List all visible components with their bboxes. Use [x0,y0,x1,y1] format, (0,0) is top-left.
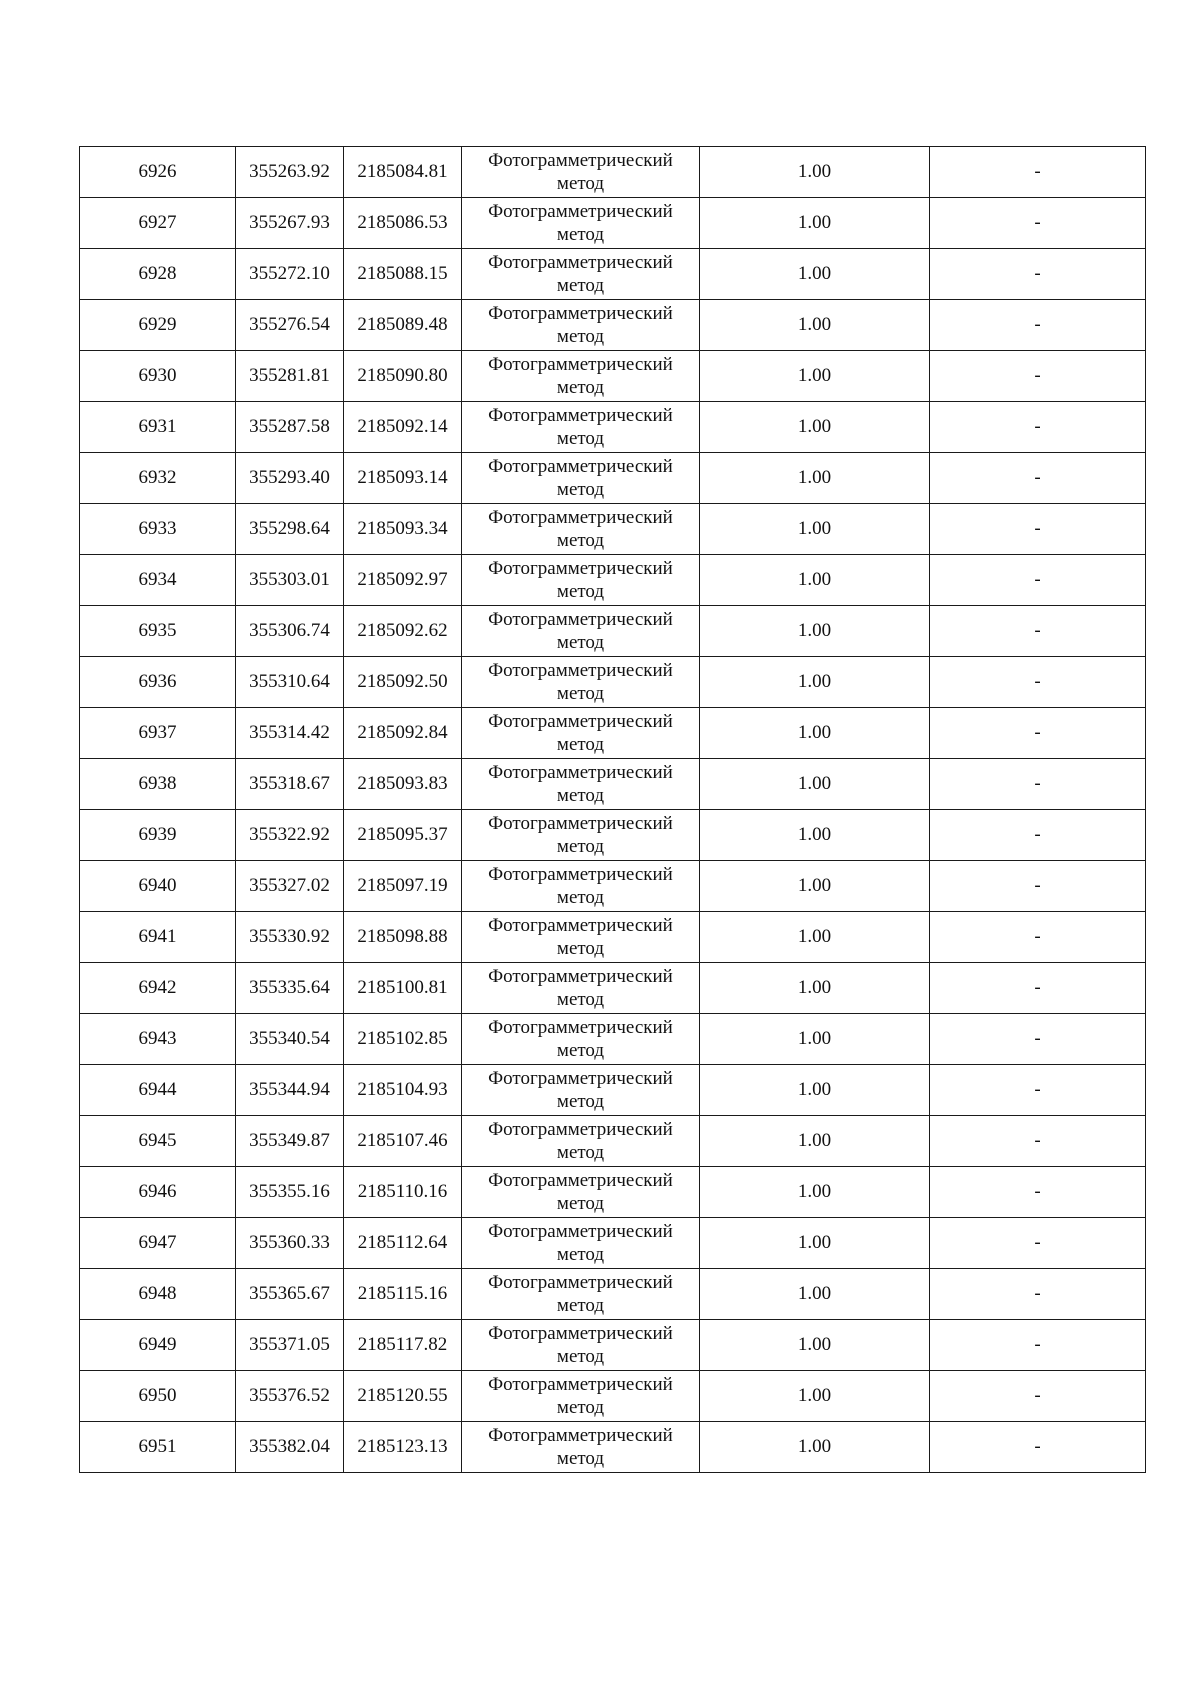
y-coordinate-cell: 2185084.81 [344,147,462,198]
method-label-line2: метод [556,785,605,806]
table-row [80,1371,1146,1422]
method-cell [462,708,700,759]
method-cell [462,300,700,351]
table-row [80,351,1146,402]
accuracy-cell: 1.00 [700,453,930,504]
method-cell [462,861,700,912]
method-cell [462,555,700,606]
method-label-line1: Фотограмметрический [488,1272,673,1293]
method-label-line2: метод [556,1448,605,1469]
method-label-line2: метод [556,479,605,500]
description-cell: - [930,759,1146,810]
method-label-line1: Фотограмметрический [488,201,673,222]
method-cell [462,198,700,249]
method-label-line1: Фотограмметрический [488,813,673,834]
x-coordinate-cell: 355355.16 [236,1167,344,1218]
x-coordinate-cell: 355349.87 [236,1116,344,1167]
y-coordinate-cell: 2185090.80 [344,351,462,402]
x-coordinate-cell: 355314.42 [236,708,344,759]
point-number-cell: 6942 [80,963,236,1014]
description-cell: - [930,912,1146,963]
method-cell [462,351,700,402]
method-cell [462,963,700,1014]
method-label-line1: Фотограмметрический [488,966,673,987]
method-label-line2: метод [556,326,605,347]
x-coordinate-cell: 355276.54 [236,300,344,351]
table-row [80,453,1146,504]
method-label-line1: Фотограмметрический [488,1374,673,1395]
description-cell: - [930,861,1146,912]
point-number-cell: 6946 [80,1167,236,1218]
table-row [80,1269,1146,1320]
point-number-cell: 6926 [80,147,236,198]
method-label-line1: Фотограмметрический [488,1323,673,1344]
method-label-line1: Фотограмметрический [488,150,673,171]
y-coordinate-cell: 2185102.85 [344,1014,462,1065]
x-coordinate-cell: 355281.81 [236,351,344,402]
point-number-cell: 6934 [80,555,236,606]
table-row [80,861,1146,912]
point-number-cell: 6927 [80,198,236,249]
accuracy-cell: 1.00 [700,504,930,555]
accuracy-cell: 1.00 [700,1371,930,1422]
method-label-line2: метод [556,989,605,1010]
method-label-line1: Фотограмметрический [488,1119,673,1140]
table-row [80,1116,1146,1167]
method-cell [462,1167,700,1218]
x-coordinate-cell: 355344.94 [236,1065,344,1116]
accuracy-cell: 1.00 [700,606,930,657]
method-label-line2: метод [556,836,605,857]
x-coordinate-cell: 355303.01 [236,555,344,606]
method-label-line2: метод [556,632,605,653]
description-cell: - [930,1269,1146,1320]
table-row [80,1167,1146,1218]
description-cell: - [930,657,1146,708]
method-label-line1: Фотограмметрический [488,507,673,528]
point-number-cell: 6947 [80,1218,236,1269]
y-coordinate-cell: 2185110.16 [344,1167,462,1218]
accuracy-cell: 1.00 [700,249,930,300]
description-cell: - [930,249,1146,300]
table-row [80,963,1146,1014]
point-number-cell: 6948 [80,1269,236,1320]
x-coordinate-cell: 355327.02 [236,861,344,912]
x-coordinate-cell: 355267.93 [236,198,344,249]
method-label-line2: метод [556,224,605,245]
method-cell [462,657,700,708]
method-label-line1: Фотограмметрический [488,405,673,426]
table-row [80,1014,1146,1065]
y-coordinate-cell: 2185117.82 [344,1320,462,1371]
method-label-line1: Фотограмметрический [488,609,673,630]
accuracy-cell: 1.00 [700,861,930,912]
method-label-line1: Фотограмметрический [488,1017,673,1038]
method-cell [462,402,700,453]
description-cell: - [930,1167,1146,1218]
coordinates-table-body [80,147,1146,1473]
method-cell [462,249,700,300]
method-cell [462,1269,700,1320]
x-coordinate-cell: 355298.64 [236,504,344,555]
y-coordinate-cell: 2185092.14 [344,402,462,453]
x-coordinate-cell: 355360.33 [236,1218,344,1269]
table-row [80,759,1146,810]
coordinates-table [79,146,1146,1473]
accuracy-cell: 1.00 [700,1116,930,1167]
table-row [80,249,1146,300]
method-label-line2: метод [556,938,605,959]
point-number-cell: 6929 [80,300,236,351]
description-cell: - [930,606,1146,657]
method-label-line1: Фотограмметрический [488,354,673,375]
method-label-line1: Фотограмметрический [488,1068,673,1089]
table-row [80,504,1146,555]
point-number-cell: 6932 [80,453,236,504]
method-label-line1: Фотограмметрический [488,252,673,273]
method-label-line1: Фотограмметрический [488,660,673,681]
point-number-cell: 6936 [80,657,236,708]
method-label-line1: Фотограмметрический [488,864,673,885]
method-label-line2: метод [556,1091,605,1112]
accuracy-cell: 1.00 [700,1167,930,1218]
y-coordinate-cell: 2185089.48 [344,300,462,351]
method-label-line1: Фотограмметрический [488,762,673,783]
accuracy-cell: 1.00 [700,1422,930,1473]
point-number-cell: 6944 [80,1065,236,1116]
x-coordinate-cell: 355376.52 [236,1371,344,1422]
table-row [80,657,1146,708]
method-label-line2: метод [556,1346,605,1367]
description-cell: - [930,1218,1146,1269]
y-coordinate-cell: 2185093.83 [344,759,462,810]
table-row [80,810,1146,861]
method-label-line1: Фотограмметрический [488,303,673,324]
method-cell [462,453,700,504]
description-cell: - [930,300,1146,351]
point-number-cell: 6931 [80,402,236,453]
method-label-line2: метод [556,173,605,194]
x-coordinate-cell: 355335.64 [236,963,344,1014]
point-number-cell: 6943 [80,1014,236,1065]
point-number-cell: 6950 [80,1371,236,1422]
point-number-cell: 6951 [80,1422,236,1473]
y-coordinate-cell: 2185086.53 [344,198,462,249]
y-coordinate-cell: 2185120.55 [344,1371,462,1422]
method-label-line1: Фотограмметрический [488,456,673,477]
method-label-line1: Фотограмметрический [488,558,673,579]
point-number-cell: 6938 [80,759,236,810]
accuracy-cell: 1.00 [700,759,930,810]
point-number-cell: 6945 [80,1116,236,1167]
method-label-line2: метод [556,1244,605,1265]
table-row [80,1065,1146,1116]
method-cell [462,1014,700,1065]
description-cell: - [930,1371,1146,1422]
point-number-cell: 6939 [80,810,236,861]
accuracy-cell: 1.00 [700,555,930,606]
method-label-line2: метод [556,275,605,296]
method-label-line1: Фотограмметрический [488,711,673,732]
table-row [80,300,1146,351]
y-coordinate-cell: 2185112.64 [344,1218,462,1269]
method-label-line2: метод [556,1142,605,1163]
point-number-cell: 6941 [80,912,236,963]
accuracy-cell: 1.00 [700,1065,930,1116]
point-number-cell: 6930 [80,351,236,402]
accuracy-cell: 1.00 [700,351,930,402]
method-label-line2: метод [556,1295,605,1316]
method-cell [462,1218,700,1269]
table-row [80,147,1146,198]
accuracy-cell: 1.00 [700,657,930,708]
y-coordinate-cell: 2185092.97 [344,555,462,606]
accuracy-cell: 1.00 [700,198,930,249]
description-cell: - [930,1422,1146,1473]
description-cell: - [930,708,1146,759]
description-cell: - [930,810,1146,861]
table-row [80,1218,1146,1269]
method-label-line2: метод [556,428,605,449]
method-label-line2: метод [556,683,605,704]
description-cell: - [930,198,1146,249]
method-label-line2: метод [556,1193,605,1214]
x-coordinate-cell: 355365.67 [236,1269,344,1320]
table-row [80,198,1146,249]
method-cell [462,1422,700,1473]
y-coordinate-cell: 2185098.88 [344,912,462,963]
table-row [80,912,1146,963]
x-coordinate-cell: 355310.64 [236,657,344,708]
description-cell: - [930,351,1146,402]
point-number-cell: 6949 [80,1320,236,1371]
description-cell: - [930,1116,1146,1167]
point-number-cell: 6940 [80,861,236,912]
method-label-line1: Фотограмметрический [488,1221,673,1242]
y-coordinate-cell: 2185093.34 [344,504,462,555]
method-cell [462,810,700,861]
x-coordinate-cell: 355330.92 [236,912,344,963]
method-cell [462,1065,700,1116]
method-label-line2: метод [556,581,605,602]
y-coordinate-cell: 2185092.84 [344,708,462,759]
y-coordinate-cell: 2185088.15 [344,249,462,300]
description-cell: - [930,402,1146,453]
accuracy-cell: 1.00 [700,708,930,759]
method-cell [462,147,700,198]
y-coordinate-cell: 2185095.37 [344,810,462,861]
description-cell: - [930,555,1146,606]
method-cell [462,1371,700,1422]
method-label-line1: Фотограмметрический [488,915,673,936]
y-coordinate-cell: 2185115.16 [344,1269,462,1320]
x-coordinate-cell: 355263.92 [236,147,344,198]
x-coordinate-cell: 355306.74 [236,606,344,657]
method-label-line2: метод [556,530,605,551]
table-row [80,1422,1146,1473]
method-label-line2: метод [556,1040,605,1061]
method-label-line2: метод [556,734,605,755]
accuracy-cell: 1.00 [700,1218,930,1269]
y-coordinate-cell: 2185092.62 [344,606,462,657]
method-label-line1: Фотограмметрический [488,1425,673,1446]
x-coordinate-cell: 355340.54 [236,1014,344,1065]
y-coordinate-cell: 2185123.13 [344,1422,462,1473]
y-coordinate-cell: 2185104.93 [344,1065,462,1116]
x-coordinate-cell: 355318.67 [236,759,344,810]
accuracy-cell: 1.00 [700,810,930,861]
method-label-line2: метод [556,377,605,398]
accuracy-cell: 1.00 [700,1320,930,1371]
x-coordinate-cell: 355382.04 [236,1422,344,1473]
table-row [80,555,1146,606]
x-coordinate-cell: 355287.58 [236,402,344,453]
description-cell: - [930,504,1146,555]
point-number-cell: 6928 [80,249,236,300]
y-coordinate-cell: 2185093.14 [344,453,462,504]
accuracy-cell: 1.00 [700,1014,930,1065]
method-label-line2: метод [556,887,605,908]
y-coordinate-cell: 2185092.50 [344,657,462,708]
y-coordinate-cell: 2185107.46 [344,1116,462,1167]
method-label-line2: метод [556,1397,605,1418]
table-row [80,402,1146,453]
table-row [80,708,1146,759]
x-coordinate-cell: 355272.10 [236,249,344,300]
method-cell [462,606,700,657]
description-cell: - [930,147,1146,198]
method-cell [462,504,700,555]
method-cell [462,759,700,810]
x-coordinate-cell: 355293.40 [236,453,344,504]
accuracy-cell: 1.00 [700,147,930,198]
description-cell: - [930,963,1146,1014]
accuracy-cell: 1.00 [700,402,930,453]
y-coordinate-cell: 2185100.81 [344,963,462,1014]
x-coordinate-cell: 355322.92 [236,810,344,861]
description-cell: - [930,1014,1146,1065]
method-cell [462,1320,700,1371]
method-cell [462,1116,700,1167]
point-number-cell: 6937 [80,708,236,759]
x-coordinate-cell: 355371.05 [236,1320,344,1371]
description-cell: - [930,453,1146,504]
table-row [80,1320,1146,1371]
y-coordinate-cell: 2185097.19 [344,861,462,912]
accuracy-cell: 1.00 [700,1269,930,1320]
point-number-cell: 6935 [80,606,236,657]
point-number-cell: 6933 [80,504,236,555]
table-row [80,606,1146,657]
method-cell [462,912,700,963]
accuracy-cell: 1.00 [700,963,930,1014]
description-cell: - [930,1320,1146,1371]
method-label-line1: Фотограмметрический [488,1170,673,1191]
accuracy-cell: 1.00 [700,300,930,351]
accuracy-cell: 1.00 [700,912,930,963]
description-cell: - [930,1065,1146,1116]
